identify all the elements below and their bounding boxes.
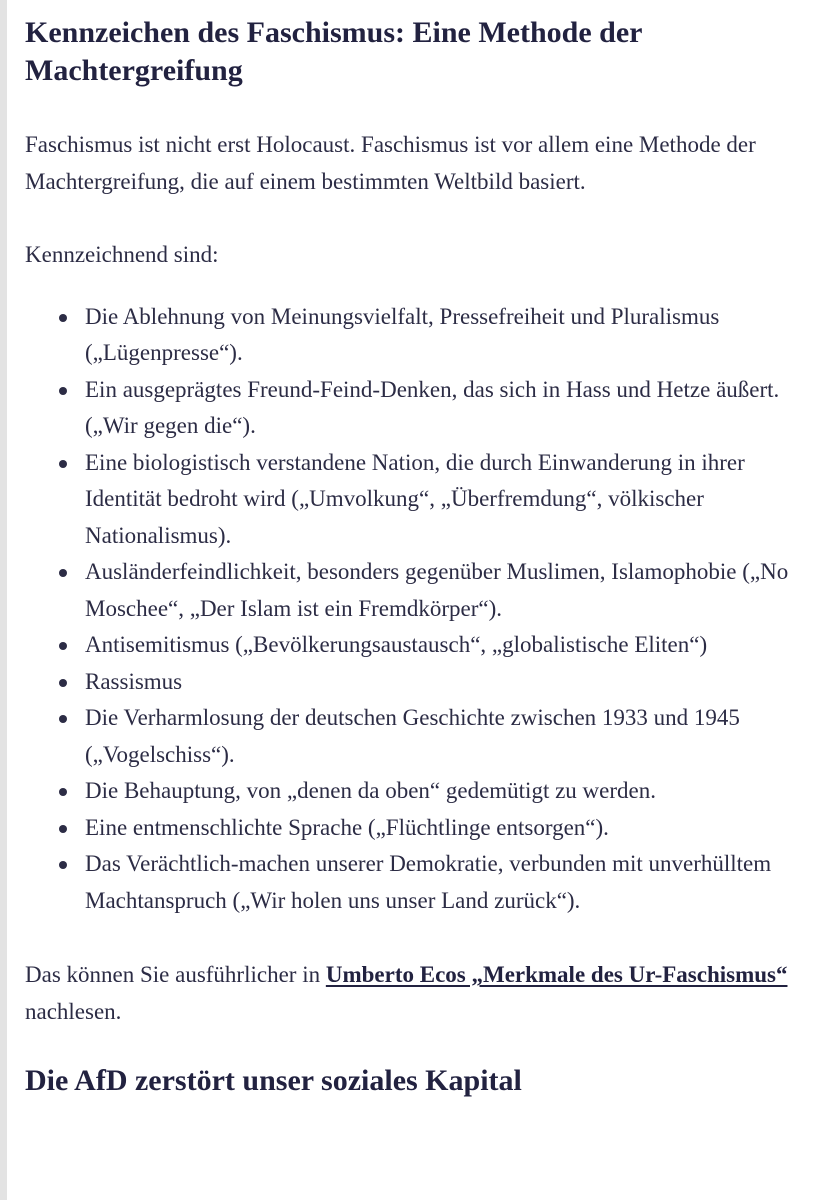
left-margin-rule: [0, 0, 7, 1200]
umberto-eco-link[interactable]: Umberto Ecos „Merkmale des Ur-Faschismus“: [325, 962, 788, 987]
characteristics-list: [25, 299, 815, 920]
article-body: [25, 0, 815, 1100]
outro-text-after: nachlesen.: [25, 998, 122, 1024]
list-item: Ein ausgeprägtes Freund-Feind-Denken, das sich in Hass und Hetze äußert. („Wir gegen die“).: [85, 372, 815, 445]
list-item: Die Ablehnung von Meinungsvielfalt, Pressefreiheit und Pluralismus („Lügenpresse“).: [85, 299, 815, 372]
intro-paragraph: Faschismus ist nicht erst Holocaust. Faschismus ist vor allem eine Methode der Machtergreifung, die auf einem bestimmten Weltbild basiert.: [25, 132, 756, 194]
list-lead-text: Kennzeichnend sind:: [25, 242, 219, 267]
list-item: Die Behauptung, von „denen da oben“ gedemütigt zu werden.: [85, 773, 815, 810]
list-item: Antisemitismus („Bevölkerungsaustausch“, „globalistische Eliten“): [85, 627, 815, 664]
list-item: Das Verächtlich-machen unserer Demokratie, verbunden mit unverhülltem Machtanspruch („Wir holen uns unser Land zurück“).: [85, 846, 815, 919]
next-section-heading: Die AfD zerstört unser soziales Kapital: [25, 1064, 522, 1097]
outro-text-before: Das können Sie ausführlicher in: [25, 962, 326, 987]
list-item: Ausländerfeindlichkeit, besonders gegenüber Muslimen, Islamophobie („No Moschee“, „Der Islam ist ein Fremdkörper“).: [85, 554, 815, 627]
section-heading: Kennzeichen des Faschismus: Eine Methode der Machtergreifung: [25, 16, 642, 87]
list-item: Eine entmenschlichte Sprache („Flüchtlinge entsorgen“).: [85, 810, 815, 847]
list-item: Rassismus: [85, 664, 815, 701]
list-item: Die Verharmlosung der deutschen Geschichte zwischen 1933 und 1945 („Vogelschiss“).: [85, 700, 815, 773]
list-item: Eine biologistisch verstandene Nation, die durch Einwanderung in ihrer Identität bedroht wird („Umvolkung“, „Überfremdung“, völkischer Nationalismus).: [85, 445, 815, 555]
outro-paragraph: [25, 957, 815, 1030]
